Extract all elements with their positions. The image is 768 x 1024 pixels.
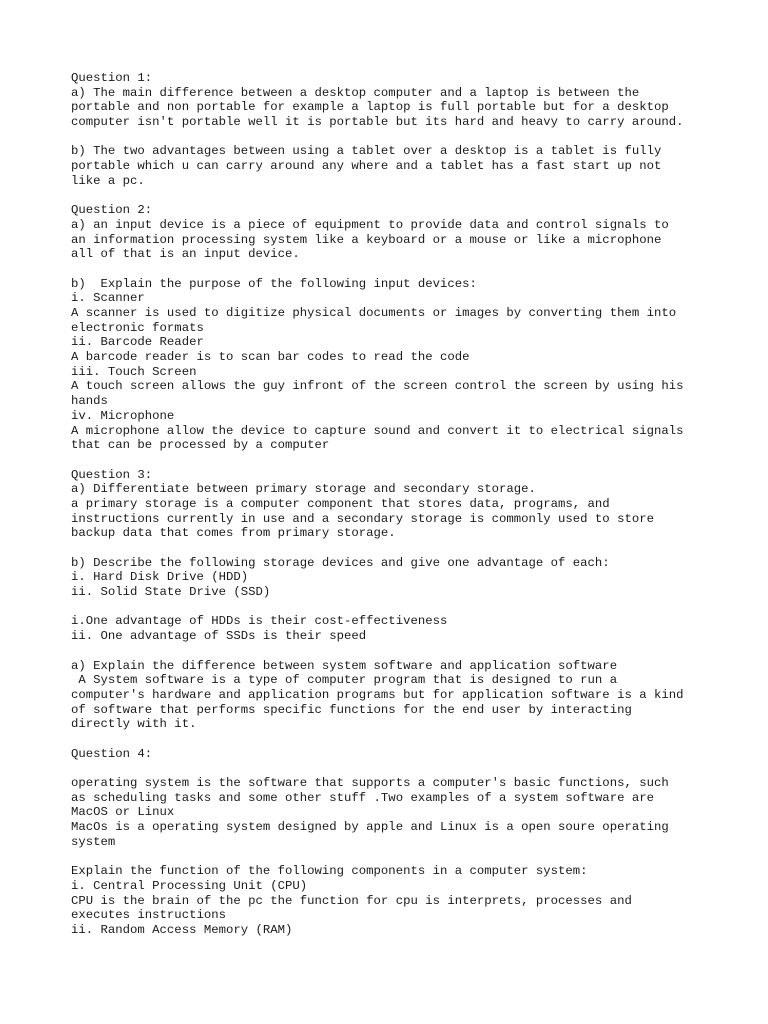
text-line: executes instructions: [71, 908, 226, 923]
text-line: electronic formats: [71, 320, 204, 335]
text-line: A microphone allow the device to capture sound and convert it to electrical signals: [71, 423, 684, 438]
text-line: iii. Touch Screen: [71, 364, 197, 379]
text-line: that can be processed by a computer: [71, 438, 330, 453]
text-line: b) Describe the following storage devices and give one advantage of each:: [71, 555, 610, 570]
text-line: of software that performs specific functions for the end user by interacting: [71, 702, 632, 717]
text-line: computer's hardware and application programs but for application software is a kind: [71, 687, 684, 702]
text-line: i. Hard Disk Drive (HDD): [71, 570, 249, 585]
text-line: hands: [71, 394, 108, 409]
text-line: all of that is an input device.: [71, 247, 300, 262]
blank-line: [71, 600, 731, 615]
text-line: a primary storage is a computer component that stores data, programs, and: [71, 496, 610, 511]
text-line: ii. One advantage of SSDs is their speed: [71, 629, 367, 644]
blank-line: [71, 644, 731, 659]
text-line: portable and non portable for example a laptop is full portable but for a desktop: [71, 100, 669, 115]
blank-line: [71, 262, 731, 277]
text-line: system: [71, 834, 116, 849]
blank-line: [71, 189, 731, 204]
text-line: ii. Random Access Memory (RAM): [71, 922, 293, 937]
blank-line: [71, 130, 731, 145]
text-line: Question 2:: [71, 203, 153, 218]
text-line: as scheduling tasks and some other stuff .Two examples of a system software are: [71, 790, 654, 805]
text-line: A touch screen allows the guy infront of the screen control the screen by using his: [71, 379, 684, 394]
blank-line: [71, 761, 731, 776]
text-line: a) an input device is a piece of equipment to provide data and control signals to: [71, 217, 669, 232]
text-line: Question 4:: [71, 746, 153, 761]
text-line: iv. Microphone: [71, 408, 175, 423]
text-line: Question 3:: [71, 467, 153, 482]
text-line: A System software is a type of computer program that is designed to run a: [71, 673, 618, 688]
text-line: a) Differentiate between primary storage and secondary storage.: [71, 482, 536, 497]
text-line: an information processing system like a keyboard or a mouse or like a microphone: [71, 232, 662, 247]
text-line: b) Explain the purpose of the following input devices:: [71, 276, 477, 291]
text-line: portable which u can carry around any where and a tablet has a fast start up not: [71, 159, 662, 174]
text-line: A barcode reader is to scan bar codes to read the code: [71, 350, 470, 365]
text-line: MacOs is a operating system designed by apple and Linux is a open soure operating: [71, 820, 669, 835]
text-line: instructions currently in use and a secondary storage is commonly used to store: [71, 511, 654, 526]
text-line: MacOS or Linux: [71, 805, 175, 820]
document-page: [71, 71, 731, 938]
blank-line: [71, 541, 731, 556]
text-line: backup data that comes from primary storage.: [71, 526, 396, 541]
text-line: A scanner is used to digitize physical documents or images by converting them into: [71, 306, 677, 320]
text-line: CPU is the brain of the pc the function for cpu is interprets, processes and: [71, 893, 632, 908]
text-line: i. Central Processing Unit (CPU): [71, 878, 308, 893]
text-line: Explain the function of the following components in a computer system:: [71, 864, 588, 879]
text-line: operating system is the software that supports a computer's basic functions, such: [71, 776, 669, 790]
blank-line: [71, 849, 731, 864]
text-line: ii. Solid State Drive (SSD): [71, 585, 271, 600]
text-line: ii. Barcode Reader: [71, 335, 204, 350]
text-line: like a pc.: [71, 173, 145, 188]
text-line: Question 1:: [71, 71, 153, 85]
text-line: i.One advantage of HDDs is their cost-effectiveness: [71, 614, 448, 629]
blank-line: [71, 732, 731, 747]
text-line: b) The two advantages between using a tablet over a desktop is a tablet is fully: [71, 144, 662, 159]
text-line: directly with it.: [71, 717, 197, 732]
text-line: computer isn't portable well it is portable but its hard and heavy to carry around.: [71, 115, 684, 130]
text-line: a) The main difference between a desktop computer and a laptop is between the: [71, 85, 640, 100]
text-line: a) Explain the difference between system software and application software: [71, 658, 618, 673]
blank-line: [71, 453, 731, 468]
text-line: i. Scanner: [71, 291, 145, 306]
